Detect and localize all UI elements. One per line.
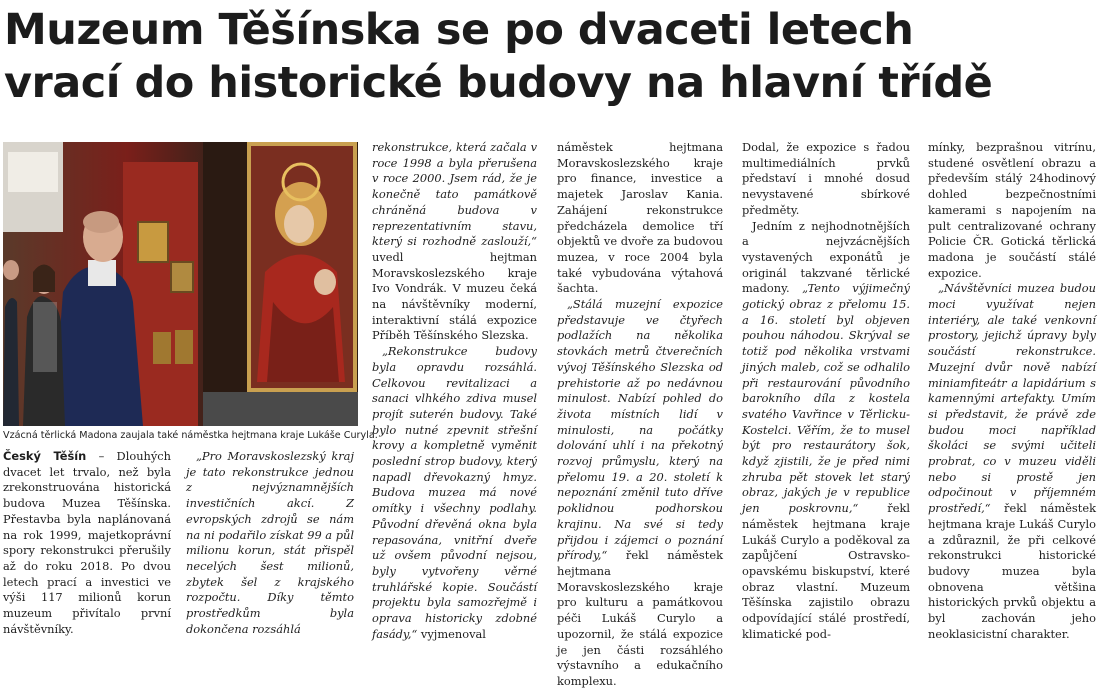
article-column-3 (372, 140, 537, 643)
article-photo (3, 142, 358, 426)
article-paragraph (372, 344, 537, 642)
body-text: vyjmenoval (417, 626, 486, 641)
headline-line-1: Muzeum Těšínska se po dvaceti letech (4, 5, 914, 55)
article-paragraph: mínky, bezprašnou vitrínu, studené osvětlení obrazu a především stálý 24hodinový dohled bezpečnostními kamerami s napojením na pult centralizované ochrany Policie ČR. Gotická těrlická madona je součástí stálé expozice. (928, 140, 1096, 280)
quote-text: „Rekonstrukce budovy byla opravdu rozsáhlá. Celkovou revitalizaci a sanaci vlhkého zdiva musel projít suterén budovy. Také bylo nutné zpevnit střešní krovy a kompletně vyměnit poslední strop budovy, který napadl dřevokazný hmyz. Budova muzea má nové omítky i všechny podlahy. Původní dřevěná okna byla repasována, vnitřní dveře už ovšem původní nejsou, byly vytvořeny věrné truhlářské kopie. Součástí projektu byla samozřejmě i oprava historicky zdobné fasády,“ (372, 344, 537, 641)
dateline: Český Těšín (3, 449, 87, 463)
article-paragraph (372, 140, 537, 344)
body-text: Jedním z nejhodnotnějších a nejvzácnějších vystavených exponátů je originál takzvané těrlické madony. (742, 218, 910, 296)
body-text: řekl náměstek hejtmana kraje Lukáš Curylo a zdůraznil, že při celkové rekonstrukci historické budovy muzea byla obnovena většina historických prvků objektu a byl zachován jeho neoklasicistní charakter. (928, 501, 1096, 641)
article-column-1 (3, 449, 171, 637)
article-column-4 (557, 140, 723, 690)
photo-caption: Vzácná těrlická Madona zaujala také náměstka hejtmana kraje Lukáše Curyla. (3, 430, 378, 441)
quote-text: „Stálá muzejní expozice představuje ve čtyřech podlažích na několika stovkách metrů čtverečních vývoj Těšínského Slezska od prehistorie až po nedávnou minulost. Nabízí pohled do života místních lidí v minulosti, na počátky dolování uhlí i na překotný rozvoj průmyslu, který na přelomu 19. a 20. století k nepoznání změnil tuto dříve poklidnou podhorskou krajinu. Na své si tedy přijdou i zájemci o poznání přírody,“ (557, 297, 723, 563)
article-column-5 (742, 140, 910, 643)
quote-text: „Tento výjimečný gotický obraz z přelomu 15. a 16. století byl objeven pouhou náhodou. Skrýval se totiž pod několika vrstvami jiných maleb, což se odhalilo při restaurování původního barokního díla z kostela svatého Vavřince v Těrlicku-Kostelci. Věřím, že to musel být pro restaurátory šok, když zjistili, že je před nimi zhruba pět stovek let starý obraz, jakých je v republice jen poskrovnu,“ (742, 281, 910, 516)
article-paragraph (928, 281, 1096, 642)
article-paragraph (742, 219, 910, 643)
quote-paragraph: „Pro Moravskoslezský kraj je tato rekonstrukce jednou z nejvýznamnějších investičních akcí. Z evropských zdrojů se nám na ni podařilo získat 99 a půl milionu korun, stát přispěl necelých šest milionů, zbytek šel z krajského rozpočtu. Díky těmto prostředkům byla dokončena rozsáhlá (186, 449, 354, 636)
quote-text: „Návštěvníci muzea budou moci využívat nejen interiéry, ale také venkovní prostory, jejichž úpravy byly součástí rekonstrukce. Muzejní dvůr nově nabízí miniamfiteátr a lapidárium s kamennými artefakty. Umím si představit, že právě zde budou moci například školáci se svými učiteli probrat, co v muzeu viděli nebo si prostě jen odpočinout v příjemném prostředí,“ (928, 281, 1096, 516)
body-text: uvedl hejtman Moravskoslezského kraje Ivo Vondrák. V muzeu čeká na návštěvníky moderní, interaktivní stálá expozice Příběh Těšínského Slezska. (372, 249, 537, 343)
quote-text: rekonstrukce, která začala v roce 1998 a byla přerušena v roce 2000. Jsem rád, že je konečně tato památkově chráněná budova v reprezentativním stavu, který si rozhodně zaslouží,“ (372, 140, 537, 249)
article-paragraph: náměstek hejtmana Moravskoslezského kraje pro finance, investice a majetek Jaroslav Kania. Zahájení rekonstrukce předcházela demolice tří objektů ve dvoře za budovou muzea, v roce 2004 byla také vybudována výtahová šachta. (557, 140, 723, 296)
article-column-6 (928, 140, 1096, 643)
article-column-2 (186, 449, 354, 637)
headline (4, 4, 1096, 110)
article-paragraph (557, 297, 723, 690)
body-text: řekl náměstek hejtmana kraje Lukáš Curylo a poděkoval za zapůjčení Ostravsko-opavskému biskupství, které obraz vlastní. Muzeum Těšínska zajistilo obrazu odpovídající stálé prostředí, klimatické pod- (742, 501, 910, 641)
headline-line-2: vrací do historické budovy na hlavní třídě (4, 58, 993, 108)
article-paragraph: Dodal, že expozice s řadou multimediálních prvků představí i mnohé dosud nevystavené sbírkové předměty. (742, 140, 910, 217)
body-text: řekl náměstek hejtmana Moravskoslezského kraje pro kulturu a památkovou péči Lukáš Curylo a upozornil, že stálá expozice je jen části rozsáhlého výstavního a edukačního komplexu. (557, 548, 723, 688)
article-paragraph (3, 449, 171, 637)
museum-visit-image (3, 142, 358, 426)
lead-text: – Dlouhých dvacet let trvalo, než byla zrekonstruována historická budova Muzea Těšínska. Přestavba byla naplánovaná na rok 1999, majetkoprávní spory rekonstrukci přerušily až do roku 2018. Po dvou letech prací a investici ve výši 117 milionů korun muzeum přivítalo první návštěvníky. (3, 449, 172, 636)
